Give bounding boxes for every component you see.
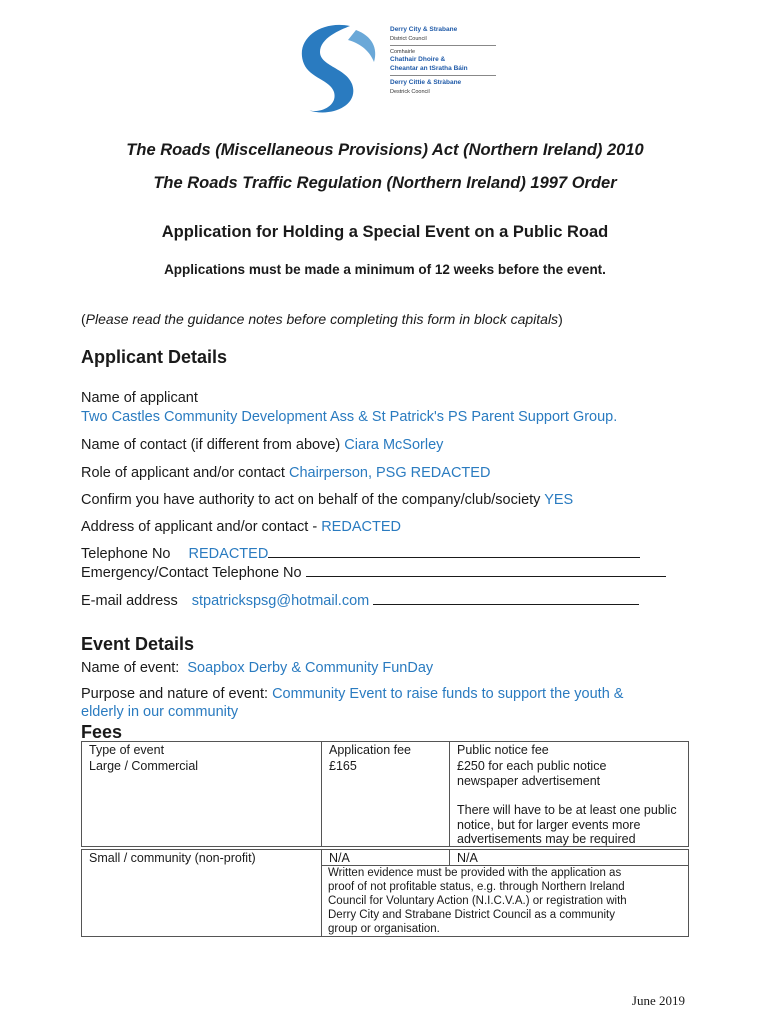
contact-value: Ciara McSorley [344,437,444,453]
fees-table-top [81,741,689,847]
event-name-label: Name of event: [81,660,180,676]
fees-heading: Fees [81,722,123,742]
row2-evidence-3: Council for Voluntary Action (N.I.C.V.A.) or registration with [328,895,627,907]
telephone-value: REDACTED [188,546,269,562]
row2-evidence-2: proof of not profitable status, e.g. through Northern Ireland [328,881,625,893]
act-title: The Roads (Miscellaneous Provisions) Act (Northern Ireland) 2010 [126,141,644,159]
header-app-fee: Application fee [329,743,412,757]
row2-evidence-4: Derry City and Strabane District Council as a community [328,909,615,921]
logo-divider [390,45,496,46]
email-label: E-mail address [81,593,178,609]
council-name-us: Derry Cittie & Stràbane [390,79,462,86]
row1-notice-2: newspaper advertisement [457,774,601,788]
row1-extra-2: notice, but for larger events more [457,818,641,832]
council-name-ga-sub: Comhairle [390,49,416,55]
applicant-name-label: Name of applicant [81,390,198,406]
telephone-blank [268,545,640,558]
address-row [81,519,401,535]
order-title: The Roads Traffic Regulation (Northern Ireland) 1997 Order [153,174,617,192]
event-purpose-row [81,686,623,702]
authority-label: Confirm you have authority to act on behalf of the company/club/society [81,492,541,508]
emergency-row [81,564,666,581]
row2-evidence-1: Written evidence must be provided with the application as [328,867,622,879]
council-name-en-sub: District Council [390,36,427,42]
row2-type: Small / community (non-profit) [89,851,256,865]
row2-notice: N/A [457,851,478,865]
event-name-row [81,660,433,676]
row1-extra-1: There will have to be at least one public [457,803,677,817]
row2-evidence-5: group or organisation. [328,923,440,935]
address-label: Address of applicant and/or contact - [81,519,318,535]
emergency-blank [306,564,666,577]
telephone-row [81,545,640,562]
role-value: Chairperson, PSG REDACTED [288,465,491,481]
council-logo [290,22,510,114]
event-name-value: Soapbox Derby & Community FunDay [187,660,434,676]
row1-type: Large / Commercial [89,759,199,773]
council-name-ga-1: Chathair Dhoire & [390,56,446,63]
event-heading: Event Details [81,634,195,654]
row1-notice-1: £250 for each public notice [457,759,607,773]
applicant-name-value: Two Castles Community Development Ass & St Patrick's PS Parent Support Group. [81,409,618,425]
footer-date: June 2019 [631,993,685,1008]
address-value: REDACTED [321,519,401,535]
authority-value: YES [544,492,574,508]
deadline-note: Applications must be made a minimum of 12 weeks before the event. [164,262,606,277]
contact-label: Name of contact (if different from above) [81,437,341,453]
row1-extra-3: advertisements may be required [457,832,636,846]
emergency-label: Emergency/Contact Telephone No [81,565,302,581]
council-name-ga-2: Cheantar an tSratha Báin [390,65,468,72]
row2-app-fee: N/A [329,851,350,865]
header-notice-fee: Public notice fee [457,743,549,757]
council-name-en: Derry City & Strabane [390,26,458,33]
authority-row [81,492,573,508]
email-row [81,592,639,609]
form-title: Application for Holding a Special Event on a Public Road [161,223,609,241]
council-name-us-sub: Destrick Cooncil [390,89,430,95]
council-swoosh-icon [290,22,386,114]
role-label: Role of applicant and/or contact [81,465,285,481]
email-blank [373,592,639,605]
applicant-heading: Applicant Details [81,347,228,367]
telephone-label: Telephone No [81,546,171,562]
fees-table-bottom [81,849,689,937]
contact-row [81,437,443,453]
event-purpose-value: Community Event to raise funds to support the youth & [272,686,624,702]
role-row [81,465,490,481]
row1-app-fee: £165 [329,759,357,773]
event-purpose-label: Purpose and nature of event: [81,686,269,702]
guidance-note: (Please read the guidance notes before completing this form in block capitals) [81,311,563,327]
email-value: stpatrickspsg@hotmail.com [191,593,370,609]
event-purpose-value-cont: elderly in our community [81,704,239,720]
logo-divider [390,75,496,76]
header-type: Type of event [89,743,165,757]
